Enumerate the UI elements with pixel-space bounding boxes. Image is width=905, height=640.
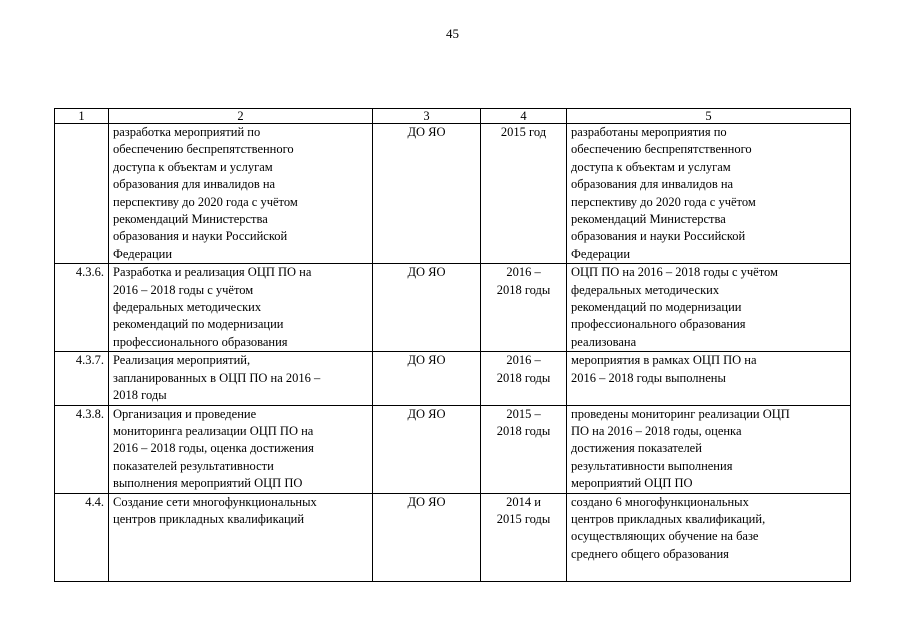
term-line: 2015 год [500,125,547,139]
term-line: 2014 и [506,494,541,509]
term-cell [481,493,567,581]
row-number: 4.3.7. [55,352,109,405]
result-line: осуществляющих обучение на базе [571,529,759,544]
result-line: ПО на 2016 – 2018 годы, оценка [571,423,742,438]
result-line: мероприятий ОЦП ПО [571,476,693,491]
result-line: 2016 – 2018 годы выполнены [571,370,726,385]
table-row [55,405,851,493]
result-line: образования и науки Российской [571,229,746,244]
result-line: обеспечению беспрепятственного [571,142,752,157]
event-line: образования для инвалидов на [113,177,276,192]
header-col-2: 2 [109,109,373,124]
event-line: центров прикладных квалификаций [113,511,305,526]
event-cell [109,493,373,581]
event-cell [109,124,373,264]
term-line: 2018 годы [496,423,551,438]
event-line: Реализация мероприятий, [113,353,251,368]
event-line: рекомендаций Министерства [113,212,268,227]
event-line: образования и науки Российской [113,229,288,244]
row-number: 4.3.8. [55,405,109,493]
event-line: 2016 – 2018 годы с учётом [113,282,254,297]
executor-cell: ДО ЯО [373,124,481,264]
term-line: 2018 годы [496,370,551,385]
term-line: 2016 – [506,353,541,368]
header-col-4: 4 [481,109,567,124]
event-line: запланированных в ОЦП ПО на 2016 – [113,370,321,385]
event-line: федеральных методических [113,300,262,315]
result-line: среднего общего образования [571,546,729,561]
term-cell [481,352,567,405]
result-line: образования для инвалидов на [571,177,734,192]
header-col-3: 3 [373,109,481,124]
term-line: 2018 годы [496,282,551,297]
result-line: мероприятия в рамках ОЦП ПО на [571,353,757,368]
row-number [55,124,109,264]
result-line: профессионального образования [571,317,746,332]
executor-cell: ДО ЯО [373,493,481,581]
result-line: реализована [571,334,637,349]
result-line: достижения показателей [571,441,702,456]
event-line: профессионального образования [113,334,288,349]
event-line: Создание сети многофункциональных [113,494,317,509]
term-cell [481,264,567,352]
executor-cell: ДО ЯО [373,352,481,405]
result-line: результативности выполнения [571,458,733,473]
event-line: Разработка и реализация ОЦП ПО на [113,265,312,280]
event-line: Федерации [113,246,173,261]
result-line: разработаны мероприятия по [571,125,727,139]
result-cell [567,124,851,264]
result-line: федеральных методических [571,282,720,297]
result-line: проведены мониторинг реализации ОЦП [571,406,790,421]
result-cell [567,493,851,581]
executor-cell: ДО ЯО [373,264,481,352]
row-number: 4.3.6. [55,264,109,352]
table-row [55,264,851,352]
event-line: разработка мероприятий по [113,125,261,139]
table-row [55,124,851,264]
result-line: центров прикладных квалификаций, [571,511,766,526]
result-cell [567,264,851,352]
header-col-1: 1 [55,109,109,124]
term-cell [481,124,567,264]
result-line: Федерации [571,246,631,261]
table-header-row [55,109,851,124]
result-line: рекомендаций по модернизации [571,300,742,315]
result-cell [567,405,851,493]
executor-cell: ДО ЯО [373,405,481,493]
event-line: перспективу до 2020 года с учётом [113,194,298,209]
table-row [55,493,851,581]
term-line: 2015 годы [496,511,551,526]
result-cell [567,352,851,405]
row-number: 4.4. [55,493,109,581]
event-cell [109,405,373,493]
result-line: создано 6 многофункциональных [571,494,749,509]
term-line: 2016 – [506,265,541,280]
event-line: доступа к объектам и услугам [113,159,273,174]
result-line: перспективу до 2020 года с учётом [571,194,756,209]
event-line: выполнения мероприятий ОЦП ПО [113,476,303,491]
event-line: рекомендаций по модернизации [113,317,284,332]
event-line: Организация и проведение [113,406,257,421]
result-line: доступа к объектам и услугам [571,159,731,174]
result-line: рекомендаций Министерства [571,212,726,227]
table-row [55,352,851,405]
event-line: 2016 – 2018 годы, оценка достижения [113,441,314,456]
term-line: 2015 – [506,406,541,421]
event-cell [109,352,373,405]
event-line: 2018 годы [113,388,167,403]
event-line: обеспечению беспрепятственного [113,142,294,157]
event-line: показателей результативности [113,458,274,473]
plan-table [54,108,851,582]
event-line: мониторинга реализации ОЦП ПО на [113,423,314,438]
header-col-5: 5 [567,109,851,124]
term-cell [481,405,567,493]
page-number: 45 [446,26,459,41]
result-line: ОЦП ПО на 2016 – 2018 годы с учётом [571,265,778,280]
event-cell [109,264,373,352]
